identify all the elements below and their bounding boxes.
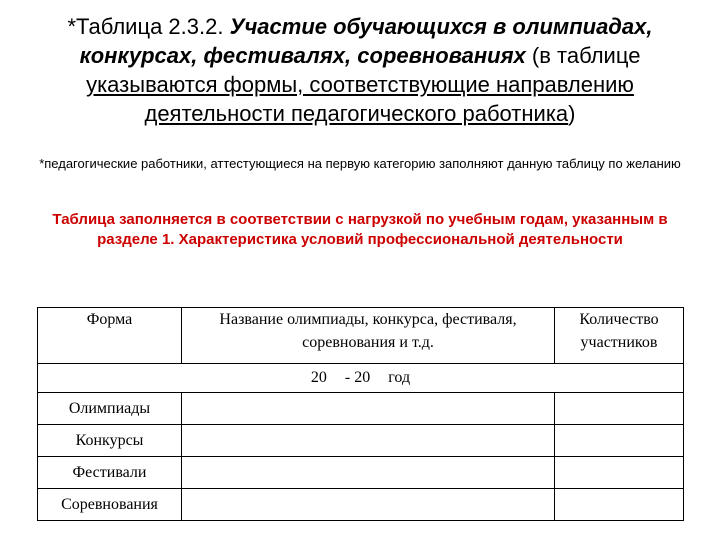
header-name: Название олимпиады, конкурса, фестиваля, соревнования и т.д. [182, 308, 555, 364]
row-form: Соревнования [38, 489, 182, 521]
table-row [38, 457, 684, 489]
row-count-cell[interactable] [555, 393, 684, 425]
row-name-cell[interactable] [182, 489, 555, 521]
year-start: 20 [310, 369, 327, 386]
row-form: Фестивали [38, 457, 182, 489]
row-count-cell[interactable] [555, 489, 684, 521]
caption-prefix: *Таблица 2.3.2. [67, 14, 230, 39]
header-form: Форма [38, 308, 182, 364]
table-header-row [38, 308, 684, 364]
row-count-cell[interactable] [555, 457, 684, 489]
year-row [38, 364, 684, 393]
footnote: *педагогические работники, аттестующиеся на первую категорию заполняют данную таблицу по желанию [39, 156, 681, 171]
row-name-cell[interactable] [182, 425, 555, 457]
year-end: - 20 [344, 369, 371, 386]
table-row [38, 393, 684, 425]
caption-paren-open: (в таблице [525, 43, 641, 68]
table-caption [30, 12, 690, 128]
caption-paren-close: ) [568, 101, 576, 126]
year-suffix: год [388, 369, 411, 386]
table-row [38, 489, 684, 521]
row-count-cell[interactable] [555, 425, 684, 457]
caption-italic-title: Участие обучающихся в олимпиадах, конкурсах, фестивалях, соревнованиях [79, 14, 653, 68]
participation-table [37, 307, 684, 521]
row-form: Конкурсы [38, 425, 182, 457]
header-count: Количество участников [555, 308, 684, 364]
caption-underlined-text: указываются формы, соответствующие направлению деятельности педагогического работника [86, 72, 634, 126]
row-name-cell[interactable] [182, 457, 555, 489]
table-row [38, 425, 684, 457]
row-form: Олимпиады [38, 393, 182, 425]
red-instruction: Таблица заполняется в соответствии с нагрузкой по учебным годам, указанным в разделе 1. Характеристика условий профессиональной деятельности [52, 211, 668, 248]
row-name-cell[interactable] [182, 393, 555, 425]
year-cell[interactable] [38, 364, 684, 393]
